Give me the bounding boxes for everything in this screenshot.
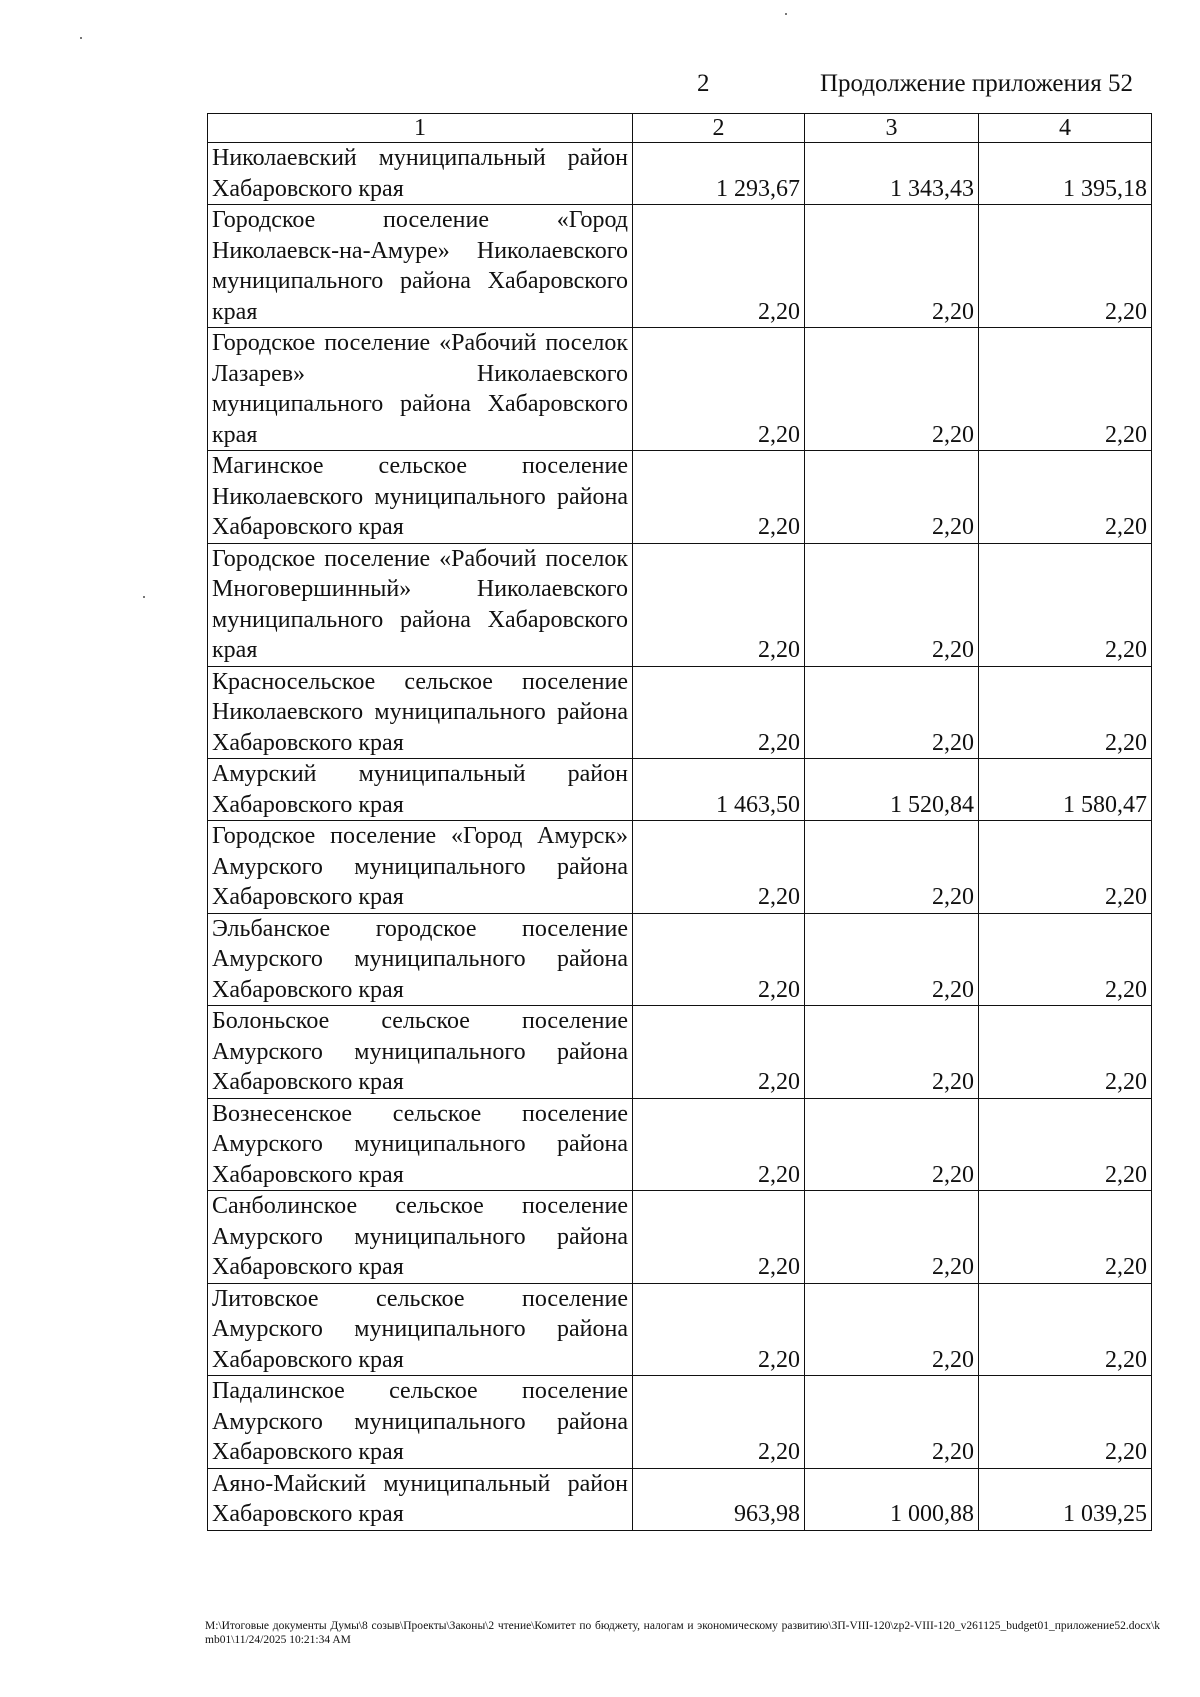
value-cell-col2: 1 463,50 <box>633 759 805 821</box>
row-name-cell: Амурский муниципальный район Хабаровского края <box>208 759 633 821</box>
value-cell-col4: 2,20 <box>979 1006 1152 1099</box>
value-cell-col2: 2,20 <box>633 1006 805 1099</box>
value-cell-col2: 2,20 <box>633 1376 805 1469</box>
row-name-cell: Эльбанское городское поселение Амурского муниципального района Хабаровского края <box>208 913 633 1006</box>
value-cell-col4: 2,20 <box>979 821 1152 914</box>
value-cell-col2: 2,20 <box>633 205 805 328</box>
table-header-row <box>208 114 1152 143</box>
value-cell-col4: 2,20 <box>979 1376 1152 1469</box>
value-cell-col3: 2,20 <box>805 205 979 328</box>
file-path-footer: M:\Итоговые документы Думы\8 созыв\Проекты\Законы\2 чтение\Комитет по бюджету, налогам и экономическому развитию\ЗП-VIII-120\zp2-VIII-120_v261125_budget01_приложение52.docx\kmb01\11/24/2025 10:21:34 AM <box>205 1620 1160 1646</box>
row-name-cell: Николаевский муниципальный район Хабаровского края <box>208 143 633 205</box>
value-cell-col2: 963,98 <box>633 1468 805 1530</box>
continuation-title: Продолжение приложения 52 <box>820 70 1134 97</box>
value-cell-col4: 2,20 <box>979 666 1152 759</box>
value-cell-col4: 2,20 <box>979 1191 1152 1284</box>
row-name-cell: Аяно-Майский муниципальный район Хабаровского края <box>208 1468 633 1530</box>
table-row <box>208 913 1152 1006</box>
value-cell-col3: 2,20 <box>805 451 979 544</box>
row-name-cell: Городское поселение «Город Николаевск-на-Амуре» Николаевского муниципального района Хабаровского края <box>208 205 633 328</box>
value-cell-col3: 1 520,84 <box>805 759 979 821</box>
value-cell-col4: 2,20 <box>979 1283 1152 1376</box>
scan-speck <box>80 37 82 39</box>
table-row <box>208 451 1152 544</box>
table-row <box>208 1283 1152 1376</box>
value-cell-col3: 2,20 <box>805 1191 979 1284</box>
page-number: 2 <box>697 70 710 97</box>
row-name-cell: Городское поселение «Рабочий поселок Многовершинный» Николаевского муниципального района Хабаровского края <box>208 543 633 666</box>
value-cell-col4: 2,20 <box>979 543 1152 666</box>
value-cell-col4: 2,20 <box>979 205 1152 328</box>
table-row <box>208 821 1152 914</box>
scan-speck <box>143 596 145 598</box>
value-cell-col2: 2,20 <box>633 1191 805 1284</box>
column-header: 3 <box>805 114 979 143</box>
value-cell-col2: 2,20 <box>633 666 805 759</box>
column-header: 1 <box>208 114 633 143</box>
value-cell-col4: 2,20 <box>979 913 1152 1006</box>
table-row <box>208 666 1152 759</box>
table-row <box>208 1468 1152 1530</box>
value-cell-col2: 2,20 <box>633 1098 805 1191</box>
value-cell-col2: 2,20 <box>633 543 805 666</box>
table-body <box>208 114 1152 1531</box>
row-name-cell: Городское поселение «Рабочий поселок Лазарев» Николаевского муниципального района Хабаровского края <box>208 328 633 451</box>
table-row <box>208 1098 1152 1191</box>
row-name-cell: Литовское сельское поселение Амурского муниципального района Хабаровского края <box>208 1283 633 1376</box>
value-cell-col3: 1 343,43 <box>805 143 979 205</box>
value-cell-col2: 2,20 <box>633 821 805 914</box>
value-cell-col2: 1 293,67 <box>633 143 805 205</box>
value-cell-col3: 2,20 <box>805 543 979 666</box>
value-cell-col4: 1 395,18 <box>979 143 1152 205</box>
value-cell-col3: 1 000,88 <box>805 1468 979 1530</box>
value-cell-col3: 2,20 <box>805 913 979 1006</box>
value-cell-col3: 2,20 <box>805 1006 979 1099</box>
table-row <box>208 143 1152 205</box>
table-row <box>208 759 1152 821</box>
row-name-cell: Красносельское сельское поселение Николаевского муниципального района Хабаровского края <box>208 666 633 759</box>
column-header: 2 <box>633 114 805 143</box>
value-cell-col3: 2,20 <box>805 1283 979 1376</box>
value-cell-col3: 2,20 <box>805 1098 979 1191</box>
value-cell-col2: 2,20 <box>633 451 805 544</box>
value-cell-col2: 2,20 <box>633 913 805 1006</box>
value-cell-col4: 2,20 <box>979 1098 1152 1191</box>
table-row <box>208 1006 1152 1099</box>
value-cell-col3: 2,20 <box>805 328 979 451</box>
table-row <box>208 328 1152 451</box>
value-cell-col2: 2,20 <box>633 1283 805 1376</box>
value-cell-col4: 1 580,47 <box>979 759 1152 821</box>
row-name-cell: Магинское сельское поселение Николаевского муниципального района Хабаровского края <box>208 451 633 544</box>
value-cell-col4: 1 039,25 <box>979 1468 1152 1530</box>
row-name-cell: Вознесенское сельское поселение Амурского муниципального района Хабаровского края <box>208 1098 633 1191</box>
row-name-cell: Падалинское сельское поселение Амурского муниципального района Хабаровского края <box>208 1376 633 1469</box>
data-table <box>207 113 1152 1531</box>
value-cell-col4: 2,20 <box>979 451 1152 544</box>
value-cell-col2: 2,20 <box>633 328 805 451</box>
row-name-cell: Городское поселение «Город Амурск» Амурского муниципального района Хабаровского края <box>208 821 633 914</box>
value-cell-col3: 2,20 <box>805 666 979 759</box>
column-header: 4 <box>979 114 1152 143</box>
table-row <box>208 205 1152 328</box>
table-row <box>208 1191 1152 1284</box>
row-name-cell: Санболинское сельское поселение Амурского муниципального района Хабаровского края <box>208 1191 633 1284</box>
value-cell-col3: 2,20 <box>805 821 979 914</box>
scan-speck <box>785 13 787 15</box>
table-row <box>208 543 1152 666</box>
row-name-cell: Болоньское сельское поселение Амурского муниципального района Хабаровского края <box>208 1006 633 1099</box>
table-row <box>208 1376 1152 1469</box>
value-cell-col4: 2,20 <box>979 328 1152 451</box>
value-cell-col3: 2,20 <box>805 1376 979 1469</box>
